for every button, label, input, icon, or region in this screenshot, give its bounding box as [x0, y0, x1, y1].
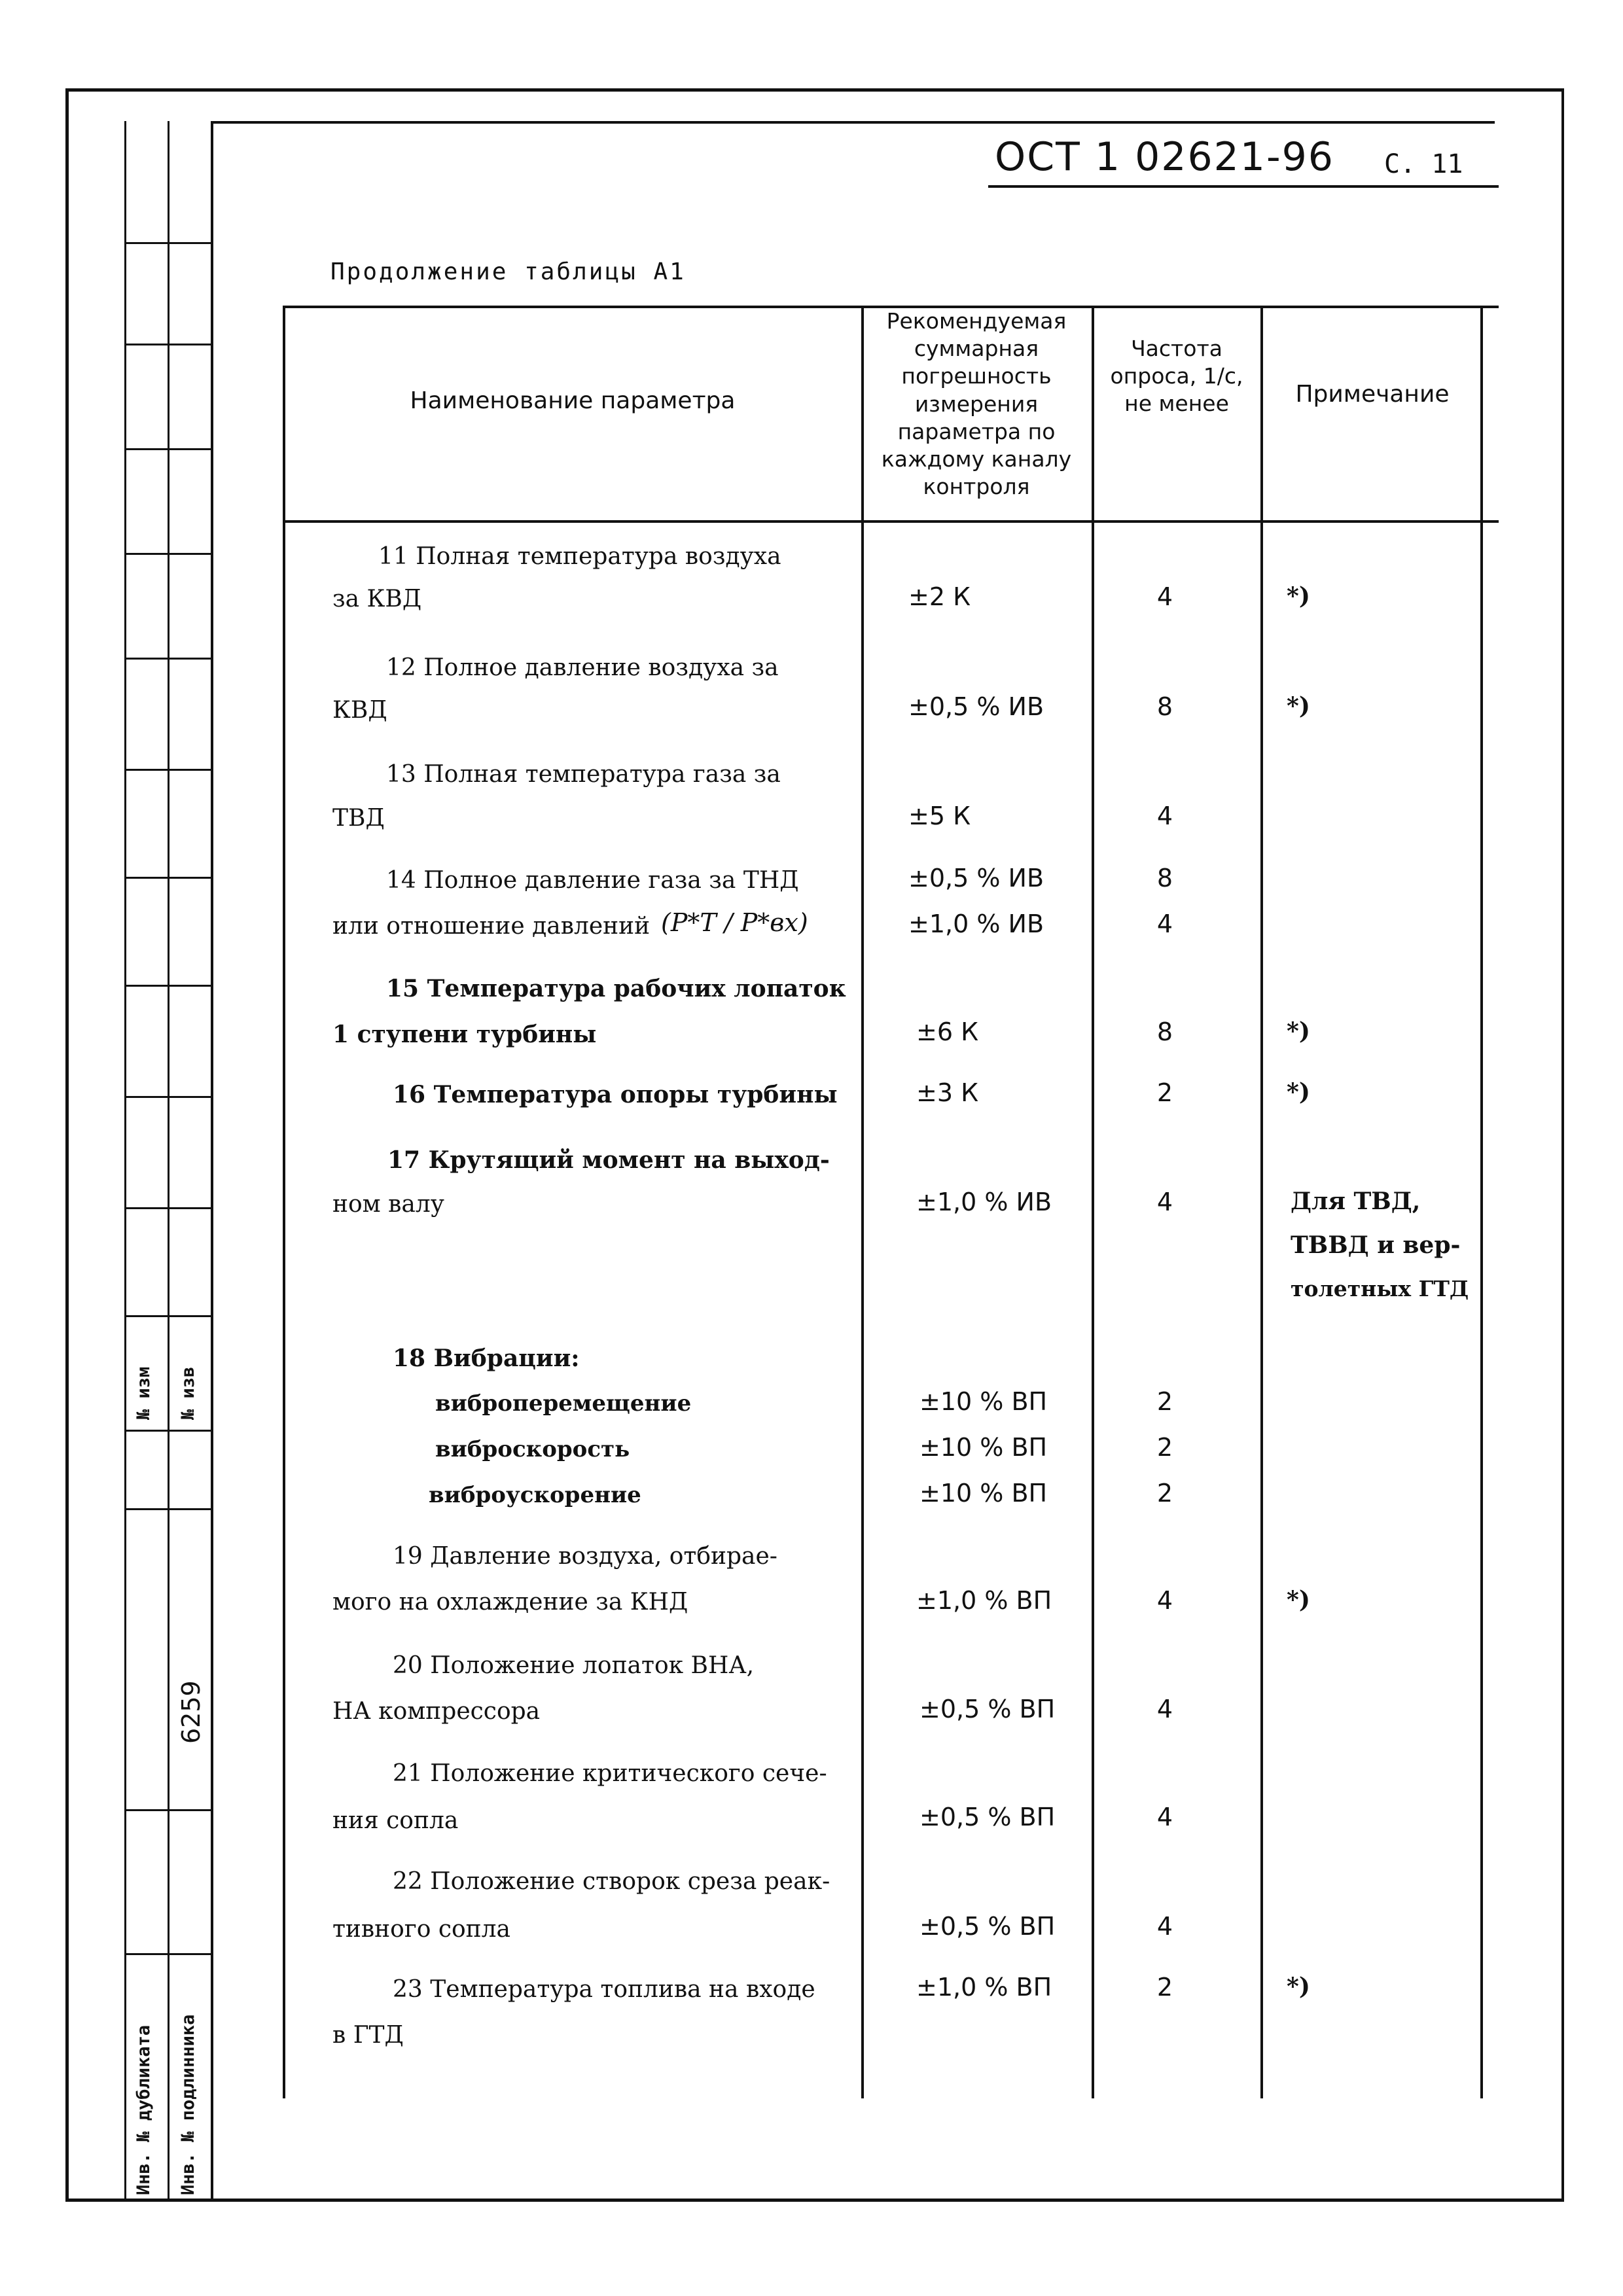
row-14-frequency-2: 4 [1156, 910, 1173, 938]
row-20-line2: НА компрессора [332, 1698, 541, 1725]
row-17-note-1: Для ТВД, [1291, 1188, 1421, 1215]
header-name: Наименование параметра [410, 387, 736, 414]
row-14-frequency-1: 8 [1156, 864, 1173, 892]
row-16-note: *) [1287, 1078, 1310, 1106]
table-header-border [283, 520, 1499, 523]
row-17-frequency: 4 [1156, 1188, 1173, 1216]
header-frequency: Частота опроса, 1/с, не менее [1110, 336, 1243, 417]
row-14-accuracy-1: ±0,5 % ИВ [908, 864, 1044, 892]
sidebar-rule [124, 242, 213, 244]
row-18-title: 18 Вибрации: [393, 1345, 580, 1372]
row-11-line2: за КВД [332, 586, 422, 612]
row-23-frequency: 2 [1156, 1973, 1173, 2002]
row-23-line1: 23 Температура топлива на входе [393, 1976, 815, 2003]
row-11-note: *) [1287, 582, 1310, 610]
header-accuracy: Рекомендуемая суммарная погрешность измерения параметра по каждому каналу контроля [881, 308, 1072, 500]
sidebar-rule [124, 1096, 213, 1098]
row-21-accuracy: ±0,5 % ВП [919, 1803, 1056, 1831]
row-17-accuracy: ±1,0 % ИВ [916, 1188, 1052, 1216]
row-21-line2: ния сопла [332, 1807, 459, 1834]
row-21-line1: 21 Положение критического сече- [393, 1760, 827, 1787]
sidebar-rule [124, 658, 213, 660]
table-column-line [1260, 306, 1263, 2098]
row-16-line1: 16 Температура опоры турбины [393, 1081, 838, 1108]
sidebar-rule [124, 769, 213, 771]
row-18-sub-1: виброперемещение [435, 1390, 692, 1417]
row-13-accuracy: ±5 К [908, 802, 971, 830]
row-11-frequency: 4 [1156, 582, 1173, 611]
row-13-line1: 13 Полная температура газа за [386, 761, 781, 788]
row-15-line2: 1 ступени турбины [332, 1021, 597, 1048]
row-22-line2: тивного сопла [332, 1916, 510, 1943]
sidebar-rule [124, 1953, 213, 1955]
row-14-formula: (P*T / P*вх) [661, 908, 808, 937]
sidebar-number: 6259 [177, 1680, 205, 1744]
row-18-sub-3: виброускорение [429, 1482, 641, 1508]
row-17-line2: ном валу [332, 1191, 444, 1218]
row-14-accuracy-2: ±1,0 % ИВ [908, 910, 1044, 938]
sidebar-rule [124, 344, 213, 345]
row-19-note: *) [1287, 1586, 1310, 1614]
header-note: Примечание [1295, 381, 1450, 408]
sidebar-rule [124, 448, 213, 450]
row-16-accuracy: ±3 К [916, 1078, 979, 1107]
row-11-accuracy: ±2 К [908, 582, 971, 611]
row-21-frequency: 4 [1156, 1803, 1173, 1831]
row-23-line2: в ГТД [332, 2022, 404, 2049]
row-17-note-2: ТВВД и вер- [1291, 1231, 1461, 1259]
row-14-line1: 14 Полное давление газа за ТНД [386, 867, 799, 894]
sidebar-stamp [124, 121, 213, 2199]
sidebar-rule [124, 1315, 213, 1317]
row-12-accuracy: ±0,5 % ИВ [908, 692, 1044, 721]
row-23-note: *) [1287, 1973, 1310, 2000]
table-column-line [283, 306, 285, 2098]
sidebar-no-izv: № изв [178, 1366, 198, 1420]
row-12-line2: КВД [332, 697, 387, 724]
row-20-frequency: 4 [1156, 1695, 1173, 1723]
page-number: С. 11 [1384, 149, 1463, 179]
sidebar-rule [124, 1508, 213, 1510]
row-18-accuracy-3: ±10 % ВП [919, 1479, 1048, 1508]
table-caption: Продолжение таблицы А1 [330, 258, 686, 285]
document-code: ОСТ 1 02621-96 [995, 134, 1334, 180]
sidebar-inv-podl: Инв. № подлинника [178, 2014, 198, 2195]
row-22-accuracy: ±0,5 % ВП [919, 1912, 1056, 1941]
row-20-accuracy: ±0,5 % ВП [919, 1695, 1056, 1723]
row-15-frequency: 8 [1156, 1017, 1173, 1046]
sidebar-rule [124, 1207, 213, 1209]
sidebar-line [124, 121, 126, 2199]
row-19-line1: 19 Давление воздуха, отбирае- [393, 1543, 777, 1570]
row-22-line1: 22 Положение створок среза реак- [393, 1868, 830, 1895]
row-19-line2: мого на охлаждение за КНД [332, 1589, 688, 1616]
sidebar-rule [124, 1809, 213, 1811]
row-18-sub-2: виброскорость [435, 1436, 630, 1462]
sidebar-rule [124, 553, 213, 555]
row-12-note: *) [1287, 692, 1310, 720]
row-15-accuracy: ±6 К [916, 1017, 979, 1046]
row-13-frequency: 4 [1156, 802, 1173, 830]
table-column-line [1092, 306, 1094, 2098]
sidebar-rule [124, 1430, 213, 1432]
row-18-frequency-1: 2 [1156, 1387, 1173, 1416]
row-12-frequency: 8 [1156, 692, 1173, 721]
table-column-line [1480, 306, 1483, 2098]
sidebar-line [168, 121, 169, 2199]
row-17-note-3: толетных ГТД [1291, 1276, 1469, 1301]
table-column-line [861, 306, 864, 2098]
row-19-frequency: 4 [1156, 1586, 1173, 1615]
sidebar-rule [124, 985, 213, 987]
row-18-frequency-2: 2 [1156, 1433, 1173, 1462]
row-15-note: *) [1287, 1017, 1310, 1045]
row-16-frequency: 2 [1156, 1078, 1173, 1107]
row-18-frequency-3: 2 [1156, 1479, 1173, 1508]
row-14-line2: или отношение давлений [332, 913, 651, 940]
sidebar-no-izm: № изм [134, 1366, 154, 1420]
sidebar-rule [124, 877, 213, 879]
row-19-accuracy: ±1,0 % ВП [916, 1586, 1052, 1615]
row-13-line2: ТВД [332, 805, 385, 832]
row-15-line1: 15 Температура рабочих лопаток [386, 975, 846, 1002]
row-20-line1: 20 Положение лопаток ВНА, [393, 1652, 755, 1679]
row-18-accuracy-1: ±10 % ВП [919, 1387, 1048, 1416]
header-rule [988, 185, 1499, 188]
row-12-line1: 12 Полное давление воздуха за [386, 654, 779, 681]
row-18-accuracy-2: ±10 % ВП [919, 1433, 1048, 1462]
row-17-line1: 17 Крутящий момент на выход- [387, 1146, 830, 1174]
row-11-line1: 11 Полная температура воздуха [378, 543, 781, 570]
sidebar-inv-dubl: Инв. № дубликата [134, 2024, 154, 2195]
row-22-frequency: 4 [1156, 1912, 1173, 1941]
row-23-accuracy: ±1,0 % ВП [916, 1973, 1052, 2002]
